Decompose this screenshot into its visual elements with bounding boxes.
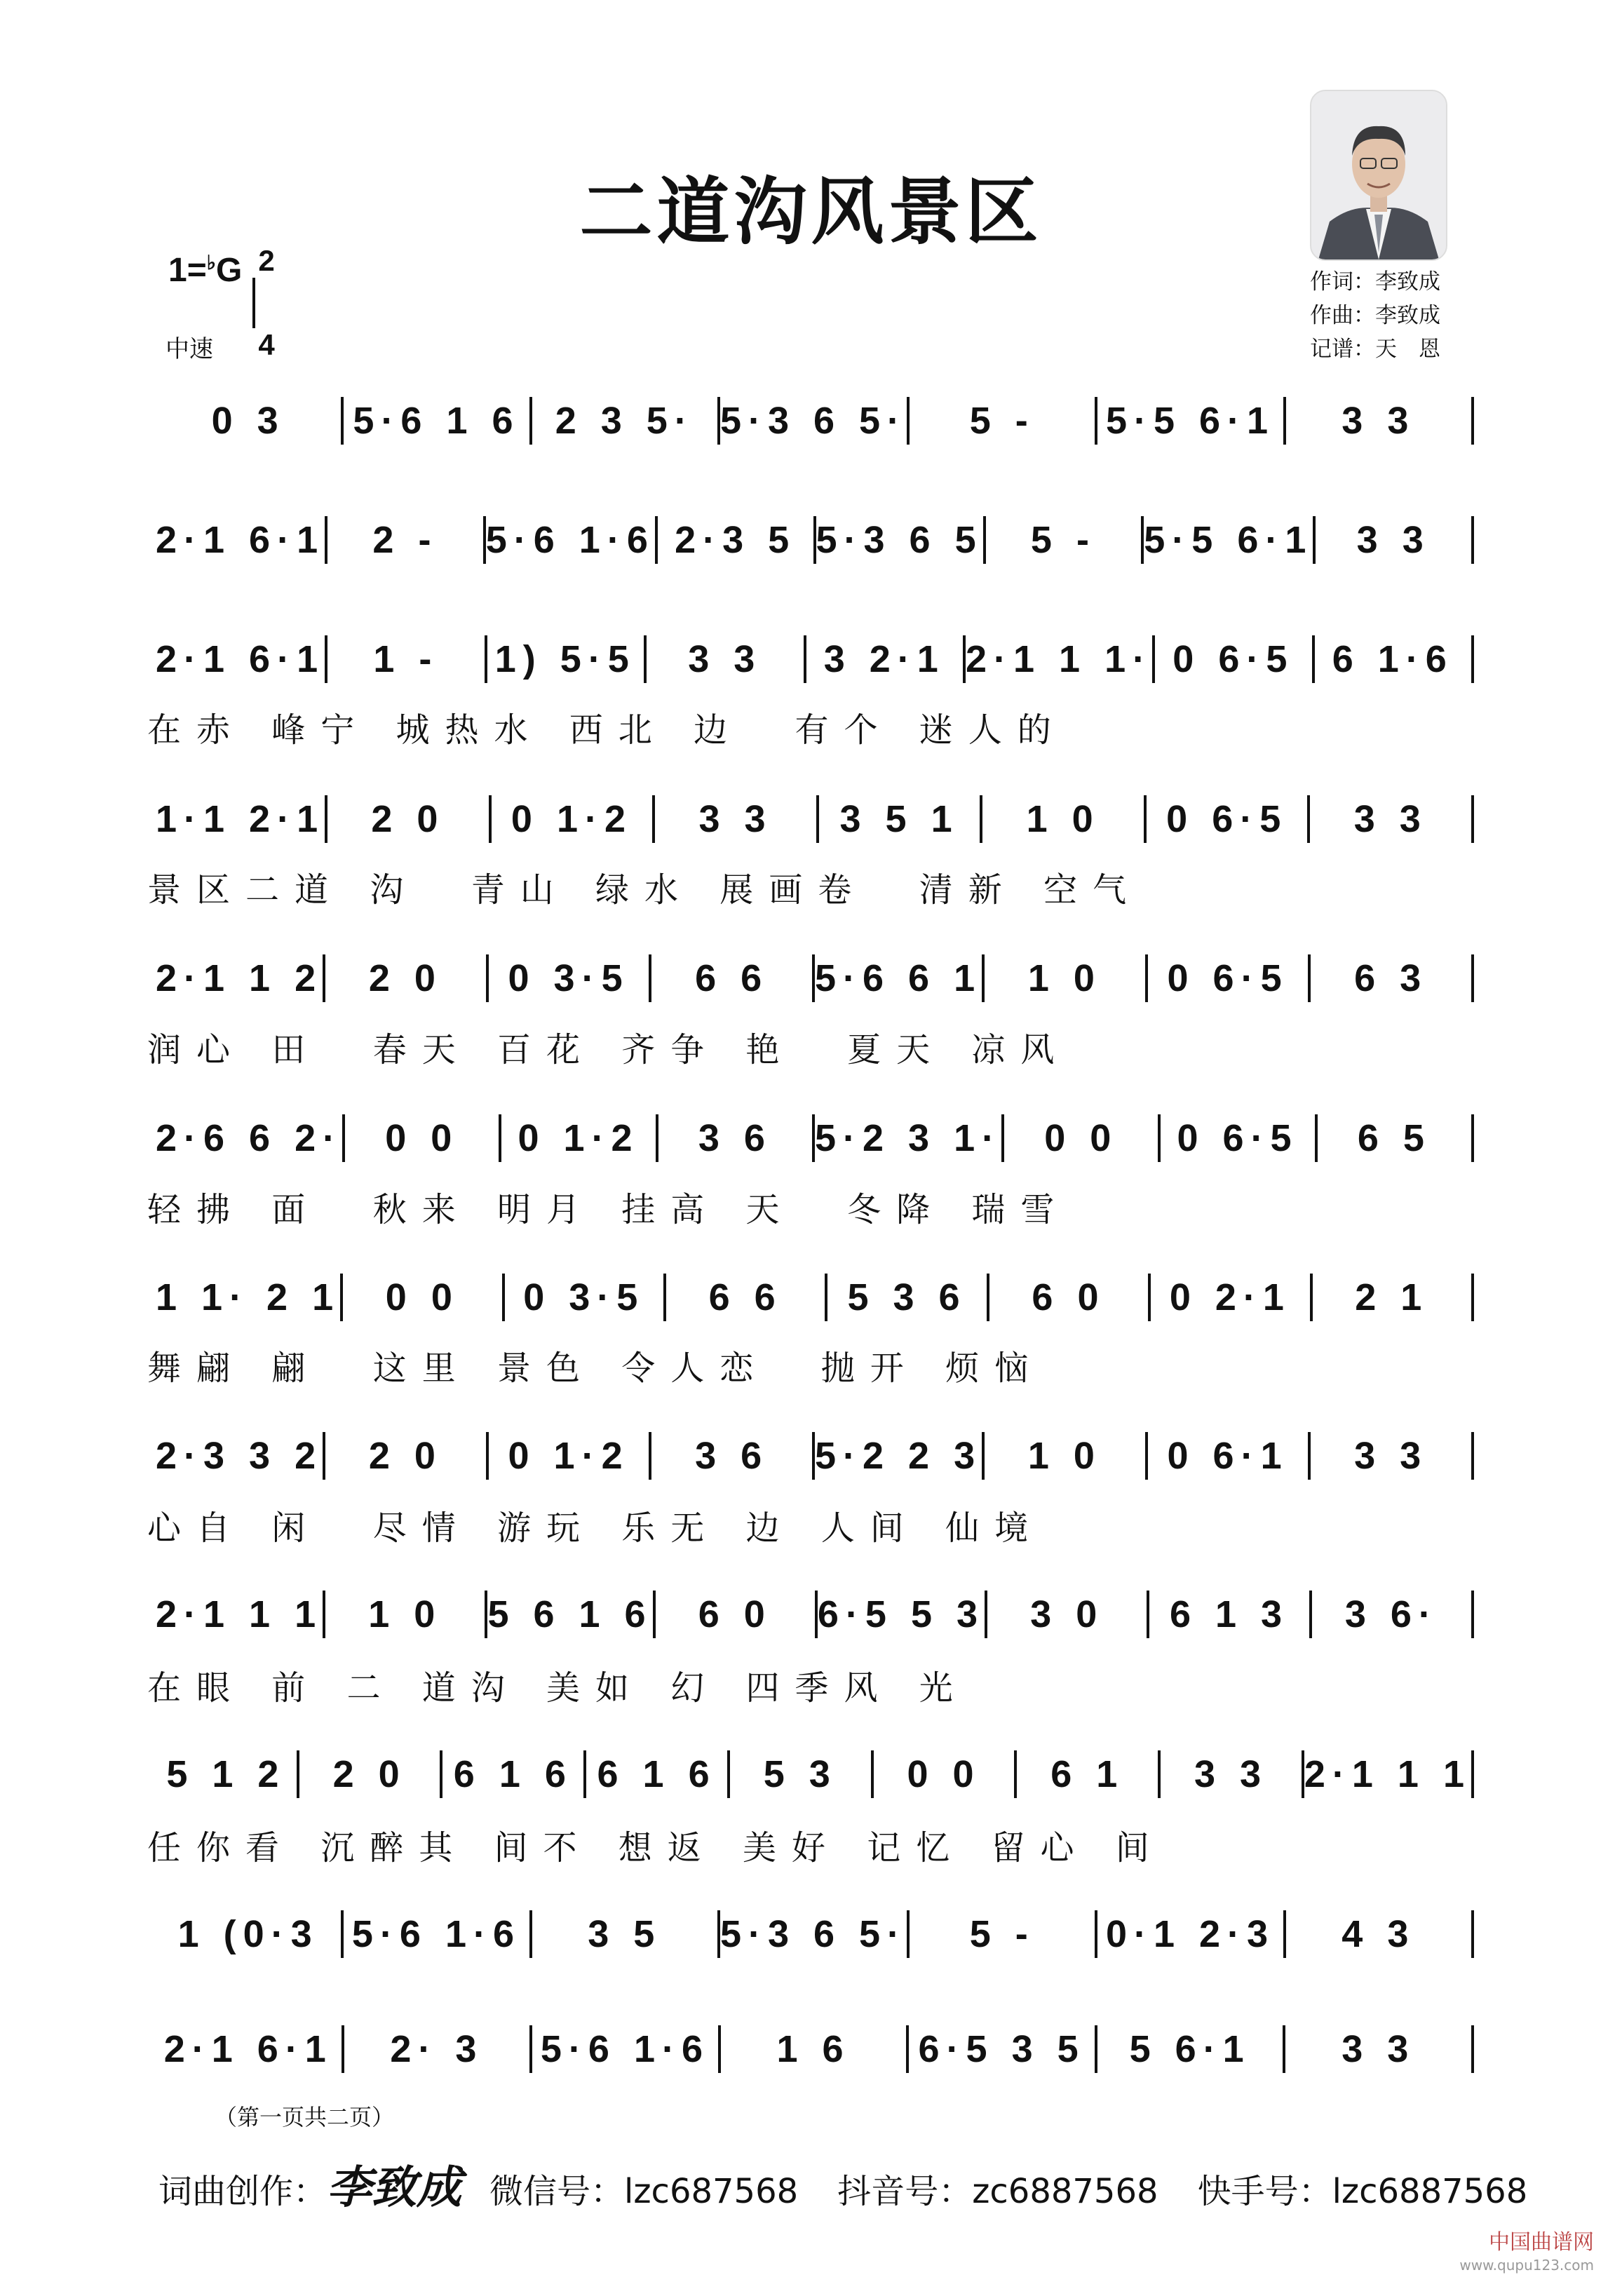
measure: 1 0 (368, 1593, 442, 1635)
barline (1471, 1591, 1474, 1638)
measure: 5 3 (763, 1753, 837, 1795)
measure: 2·1 6·1 (156, 519, 325, 561)
measure: 5·6 1·6 (485, 519, 655, 561)
measure: 6 1 3 (1169, 1593, 1290, 1635)
measure: 6·5 5 3 (817, 1593, 985, 1635)
lyric-line: 润心 田 春天 百花 齐争 艳 夏天 凉风 (147, 1030, 1070, 1069)
measure: 5·5 6·1 (1105, 400, 1276, 442)
measure: 0 3 (211, 400, 285, 442)
barline (1471, 795, 1474, 843)
composer-portrait (1310, 90, 1447, 261)
barline (1471, 2025, 1474, 2073)
measure: 0 6·1 (1167, 1435, 1289, 1477)
lyric-line: 心自 闲 尽情 游玩 乐无 边 人间 仙境 (147, 1508, 1044, 1548)
measure: 3 0 (1030, 1593, 1104, 1635)
score-row (156, 1269, 1474, 1325)
score-row (156, 1110, 1474, 1166)
measure: 5·6 6 1 (815, 957, 982, 999)
wechat-id: 微信号：lzc687568 (489, 2172, 799, 2211)
measure: 6 5 (1357, 1117, 1431, 1159)
page-note: （第一页共二页） (215, 2104, 395, 2130)
measure: 1) 5·5 (494, 638, 636, 680)
measure: 2·1 1 1 (156, 1593, 323, 1635)
measure: 1 6 (776, 2028, 851, 2070)
measure: 0 6·5 (1172, 638, 1295, 680)
measure: 0 2·1 (1169, 1276, 1291, 1318)
measure: 3 3 (698, 798, 773, 840)
watermark-logo (1459, 2231, 1594, 2276)
measure: 2 0 (368, 957, 442, 999)
measure: 2 1 (1355, 1276, 1429, 1318)
measure: 3 3 (1341, 2028, 1416, 2070)
key-signature (168, 251, 242, 290)
flat-sign: ♭ (206, 252, 216, 274)
lyric-line: 在赤 峰宁 城热水 西北 边 有个 迷人的 (147, 710, 1067, 750)
measure: 3 3 (688, 638, 762, 680)
measure: 6·5 3 5 (918, 2028, 1086, 2070)
measure: 3 6 (695, 1435, 769, 1477)
measure: 1 0 (1027, 1435, 1102, 1477)
measure: 0 0 (385, 1276, 459, 1318)
score-row (156, 631, 1474, 687)
measure: 2·3 3 2 (156, 1435, 323, 1477)
measure: 1 1· 2 1 (156, 1276, 341, 1318)
measure: 0 3·5 (523, 1276, 645, 1318)
score-row (156, 1906, 1474, 1962)
notation-credit: 记谱：天 恩 (1310, 337, 1440, 362)
measure: 2 0 (371, 798, 445, 840)
measure: 6 1 6 (453, 1753, 573, 1795)
douyin-id: 抖音号：zc6887568 (837, 2172, 1158, 2211)
measure: 3 3 (1356, 519, 1431, 561)
watermark-name: 中国曲谱网 (1489, 2230, 1594, 2255)
footer-credits (158, 2152, 1527, 2216)
meter-top: 2 (258, 244, 275, 277)
measure: 6 1·6 (1332, 638, 1454, 680)
credits-block (1310, 265, 1440, 366)
measure: 2·1 1 2 (156, 957, 323, 999)
measure: 5·3 6 5· (719, 1913, 907, 1955)
measure: 2 - (372, 519, 438, 561)
measure: 2·6 6 2· (156, 1117, 343, 1159)
time-signature (252, 245, 281, 360)
measure: 2·3 5 (675, 519, 797, 561)
measure: 5·3 6 5 (816, 519, 983, 561)
lyricist-credit: 作词：李致成 (1310, 269, 1440, 295)
measure: 1 0 (1026, 798, 1100, 840)
measure: 0 1·2 (511, 798, 633, 840)
measure: 3 3 (1341, 400, 1416, 442)
measure: 5 - (969, 1913, 1035, 1955)
measure: 1 - (373, 638, 439, 680)
measure: 4 3 (1341, 1913, 1416, 1955)
measure: 3 5 (588, 1913, 662, 1955)
measure: 6 3 (1354, 957, 1428, 999)
measure: 6 0 (698, 1593, 772, 1635)
measure: 1 0 (1027, 957, 1102, 999)
barline (1471, 954, 1474, 1002)
measure: 2 0 (368, 1435, 442, 1477)
measure: 2·1 6·1 (163, 2028, 333, 2070)
score-row (156, 393, 1474, 449)
composer-credit: 作曲：李致成 (1310, 303, 1440, 328)
barline (1471, 1432, 1474, 1480)
lyric-line: 轻拂 面 秋来 明月 挂高 天 冬降 瑞雪 (147, 1190, 1070, 1229)
measure: 0·1 2·3 (1105, 1913, 1276, 1955)
measure: 5 1 2 (166, 1753, 286, 1795)
measure: 0 3·5 (508, 957, 630, 999)
measure: 6 6 (695, 957, 769, 999)
lyric-line: 任你看 沉醉其 间不 想返 美好 记忆 留心 间 (147, 1828, 1165, 1868)
barline (1471, 1910, 1474, 1958)
measure: 5·6 1 6 (353, 400, 520, 442)
watermark-url: www.qupu123.com (1459, 2257, 1594, 2274)
measure: 3 2·1 (823, 638, 945, 680)
measure: 5·5 6·1 (1144, 519, 1313, 561)
measure: 0 0 (385, 1117, 459, 1159)
measure: 5 6·1 (1129, 2028, 1251, 2070)
kuaishou-id: 快手号：lzc6887568 (1197, 2172, 1528, 2211)
portrait-image (1311, 91, 1446, 259)
score-row (156, 1746, 1474, 1802)
measure: 0 6·5 (1167, 957, 1289, 999)
measure: 5·6 1·6 (351, 1913, 522, 1955)
footer-label: 词曲创作： (158, 2172, 327, 2211)
key-prefix: 1= (168, 252, 207, 289)
barline (1471, 1274, 1474, 1321)
barline (1471, 516, 1474, 564)
lyric-line: 景区二道 沟 青山 绿水 展画卷 清新 空气 (147, 870, 1142, 910)
measure: 1·1 2·1 (156, 798, 325, 840)
measure: 3 6· (1344, 1593, 1438, 1635)
measure: 0 6·5 (1177, 1117, 1299, 1159)
measure: 5·3 6 5· (719, 400, 907, 442)
measure: 2·1 1 1 (1304, 1753, 1471, 1795)
measure: 5·6 1·6 (540, 2028, 710, 2070)
lyric-line: 在眼 前 二 道沟 美如 幻 四季风 光 (147, 1668, 968, 1708)
measure: 3 6 (698, 1117, 772, 1159)
song-title: 二道沟风景区 (579, 169, 1043, 255)
measure: 5 6 1 6 (487, 1593, 653, 1635)
measure: 5·2 3 1· (815, 1117, 1002, 1159)
score-row (156, 791, 1474, 847)
score-row (156, 1428, 1474, 1484)
signature: 李致成 (327, 2161, 462, 2214)
score-row (156, 2021, 1474, 2077)
measure: 6 1 (1050, 1753, 1125, 1795)
measure: 6 6 (708, 1276, 783, 1318)
measure: 0 1·2 (518, 1117, 640, 1159)
measure: 0 0 (907, 1753, 981, 1795)
measure: 5 - (1030, 519, 1096, 561)
measure: 2·1 1 1· (965, 638, 1153, 680)
measure: 3 3 (1354, 1435, 1428, 1477)
barline (1471, 1750, 1474, 1798)
score-row (156, 1586, 1474, 1642)
measure: 3 3 (1194, 1753, 1269, 1795)
measure: 2 3 5· (555, 400, 694, 442)
meter-bottom: 4 (258, 328, 275, 361)
measure: 0 6·5 (1166, 798, 1288, 840)
measure: 3 5 1 (839, 798, 959, 840)
score-row (156, 512, 1474, 568)
measure: 0 0 (1044, 1117, 1118, 1159)
barline (1471, 1114, 1474, 1162)
barline (1471, 635, 1474, 683)
measure: 0 1·2 (508, 1435, 630, 1477)
measure: 5 3 6 (847, 1276, 967, 1318)
measure: 6 1 6 (597, 1753, 717, 1795)
score-row (156, 950, 1474, 1006)
measure: 5·2 2 3 (815, 1435, 982, 1477)
measure: 2·1 6·1 (156, 638, 325, 680)
key-note: G (215, 252, 243, 289)
lyric-line: 舞翩 翩 这里 景色 令人恋 抛开 烦恼 (147, 1349, 1044, 1388)
measure: 2 0 (332, 1753, 407, 1795)
barline (1471, 397, 1474, 445)
measure: 6 0 (1032, 1276, 1106, 1318)
measure: 5 - (969, 400, 1035, 442)
tempo-marking: 中速 (165, 335, 213, 363)
measure: 2· 3 (390, 2028, 484, 2070)
measure: 3 3 (1353, 798, 1428, 840)
measure: 1 (0·3 (177, 1913, 319, 1955)
